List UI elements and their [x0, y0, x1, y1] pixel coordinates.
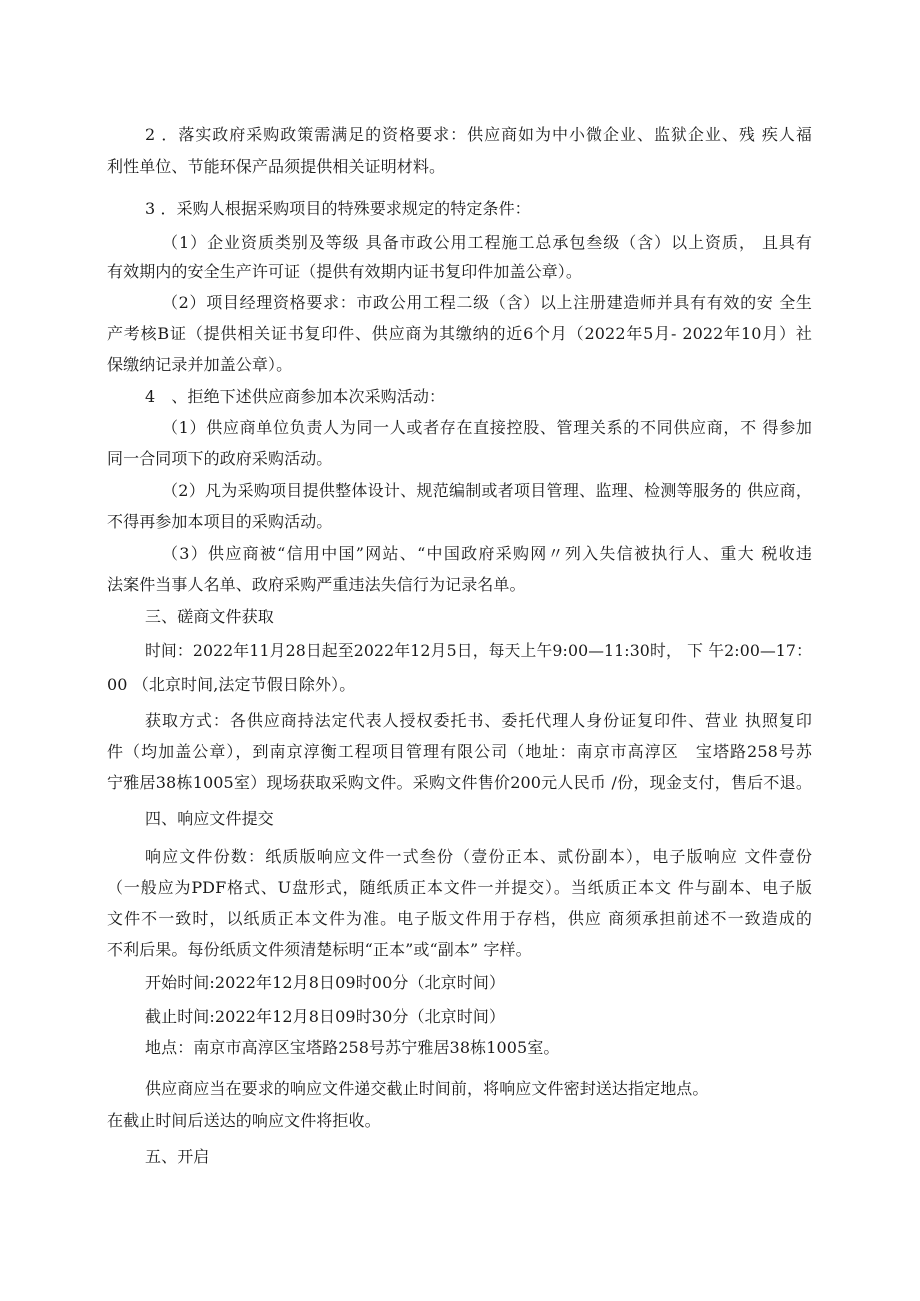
paragraph-line: 有效期内的安全生产许可证（提供有效期内证书复印件加盖公章）。	[107, 262, 583, 281]
paragraph-line: 响应文件份数：纸质版响应文件一式叁份（壹份正本、贰份副本），电子版响应 文件壹份	[145, 847, 812, 866]
section-heading: 四、响应文件提交	[145, 809, 274, 828]
paragraph-line: 利性单位、节能环保产品须提供相关证明材料。	[107, 157, 446, 176]
paragraph-line: 3 ．采购人根据采购项目的特殊要求规定的特定条件：	[145, 199, 531, 218]
paragraph-line: （2）项目经理资格要求：市政公用工程二级（含）以上注册建造师并具有有效的安 全生	[162, 293, 812, 312]
start-time: 开始时间:2022年12月8日09时00分（北京时间）	[145, 973, 506, 992]
paragraph-line: （一般应为PDF格式、U盘形式，随纸质正本文件一并提交）。当纸质正本文 件与副本、电子版	[107, 878, 812, 897]
paragraph-line: 不利后果。每份纸质文件须清楚标明“正本”或“副本” 字样。	[107, 940, 532, 959]
location: 地点：南京市高淳区宝塔路258号苏宁雅居38栋1005室。	[145, 1038, 560, 1057]
paragraph-line: 2 ．落实政府采购政策需满足的资格要求：供应商如为中小微企业、监狱企业、残 疾人福	[145, 125, 812, 144]
deadline-time: 截止时间:2022年12月8日09时30分（北京时间）	[145, 1007, 506, 1026]
paragraph-line: 获取方式：各供应商持法定代表人授权委托书、委托代理人身份证复印件、营业 执照复印	[145, 711, 812, 730]
paragraph-line: 产考核B证（提供相关证书复印件、供应商为其缴纳的近6个月（2022年5月- 2022年10月）社	[107, 324, 812, 343]
paragraph-line: 宁雅居38栋1005室）现场获取采购文件。采购文件售价200元人民币 /份，现金支付，售后不退。	[107, 773, 812, 792]
paragraph-line: 文件不一致时，以纸质正本文件为准。电子版文件用于存档，供应 商须承担前述不一致造成的	[107, 909, 812, 928]
section-heading: 三、磋商文件获取	[145, 607, 274, 626]
paragraph-line: 00 （北京时间,法定节假日除外）。	[107, 675, 356, 694]
paragraph-line: （2）凡为采购项目提供整体设计、规范编制或者项目管理、监理、检测等服务的 供应商，	[162, 481, 812, 500]
paragraph-line: 在截止时间后送达的响应文件将拒收。	[107, 1111, 381, 1130]
paragraph-line: 保缴纳记录并加盖公章）。	[107, 355, 293, 374]
paragraph-line: （1）供应商单位负责人为同一人或者存在直接控股、管理关系的不同供应商，不 得参加	[162, 418, 812, 437]
paragraph-line: （3）供应商被“信用中国”网站、“中国政府采购网〃列入失信被执行人、重大 税收违	[162, 544, 812, 563]
paragraph-line: 件（均加盖公章），到南京淳衡工程项目管理有限公司（地址：南京市高淳区 宝塔路258号苏	[107, 742, 812, 761]
paragraph-line: 供应商应当在要求的响应文件递交截止时间前，将响应文件密封送达指定地点。	[145, 1079, 709, 1098]
paragraph-line: 法案件当事人名单、政府采购严重违法失信行为记录名单。	[107, 575, 526, 594]
paragraph-line: 同一合同项下的政府采购活动。	[107, 449, 333, 468]
section-heading: 五、开启	[145, 1147, 210, 1166]
paragraph-line: 时间：2022年11月28日起至2022年12月5日，每天上午9:00—11:30时， 下 午2:00—17：	[145, 641, 812, 660]
paragraph-line: 4 、拒绝下述供应商参加本次采购活动：	[145, 387, 446, 406]
paragraph-line: 不得再参加本项目的采购活动。	[107, 512, 333, 531]
paragraph-line: （1）企业资质类别及等级 具备市政公用工程施工总承包叁级（含）以上资质， 且具有	[162, 233, 812, 252]
